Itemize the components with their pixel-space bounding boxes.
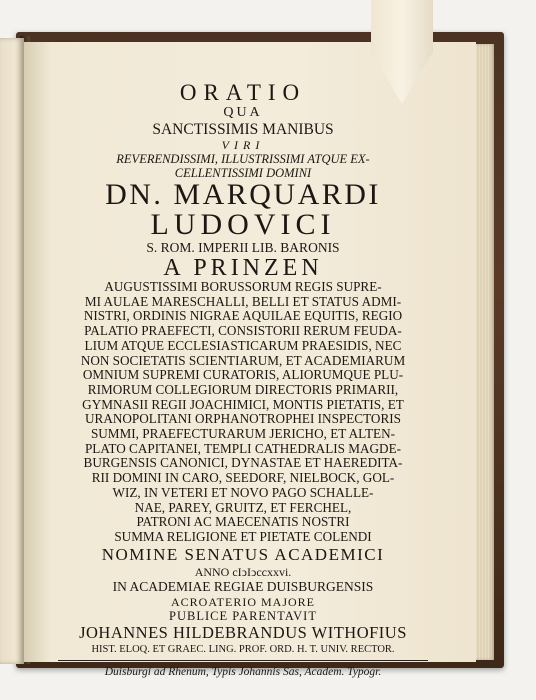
body-line: OMNIUM SUPREMI CURATORIS, ALIORUMQUE PLU- [82,367,404,383]
body-line: NON SOCIETATIS SCIENTIARUM, ET ACADEMIARUM [80,352,406,368]
body-line: AUGUSTISSIMI BORUSSORUM REGIS SUPRE- [104,279,382,294]
imprint: Duisburgi ad Rhenum, Typis Johannis Sas, Academ. Typogr. [104,665,382,678]
line-reverendissimi: REVERENDISSIMI, ILLUSTRISSIMI ATQUE EX- [116,152,370,166]
body-line: RIMORUM COLLEGIORUM DIRECTORIS PRIMARII, [87,381,399,397]
author-name: JOHANNES HILDEBRANDUS WITHOFIUS [79,622,407,642]
line-academiae: IN ACADEMIAE REGIAE DUISBURGENSIS [112,578,374,594]
author-title: HIST. ELOQ. ET GRAEC. LING. PROF. ORD. H. T. UNIV. RECTOR. [91,643,395,655]
body-line: NAE, PAREY, GRUITZ, ET FERCHEL, [134,499,352,515]
body-line: SUMMI, PRAEFECTURARUM JERICHO, ET ALTEN- [90,426,396,442]
body-line: LIUM ATQUE ECCLESIASTICARUM PRAESIDIS, NEC [84,337,402,353]
line-nomine-senatus: NOMINE SENATUS ACADEMICI [101,544,385,564]
line-acroaterio: ACROATERIO MAJORE [170,594,315,609]
body-line: RII DOMINI IN CARO, SEEDORF, NIELBOCK, GOL- [91,470,395,486]
body-line: BURGENSIS CANONICI, DYNASTAE ET HAEREDITA- [83,455,403,471]
title-oratio: ORATIO [179,80,307,105]
facing-page [0,38,24,664]
body-line: GYMNASII REGII JOACHIMICI, MONTIS PIETATIS, ET [82,396,404,412]
line-cellentissimi: CELLENTISSIMI DOMINI [174,166,312,180]
line-prinzen: A PRINZEN [163,255,323,281]
body-line: SUMMA RELIGIONE ET PIETATE COLENDI [114,528,372,544]
body-line: NISTRI, ORDINIS NIGRAE AQUILAE EQUITIS, REGIO [83,308,403,324]
body-line: URANOPOLITANI ORPHANOTROPHEI INSPECTORIS [85,411,401,427]
body-line: PALATIO PRAEFECTI, CONSISTORII RERUM FEUDA- [84,323,402,339]
title-page-text [48,80,438,679]
line-viri: VIRI [221,138,265,152]
line-marquardi: DN. MARQUARDI [105,178,381,211]
line-ludovici: LUDOVICI [150,208,336,241]
body-line: WIZ, IN VETERI ET NOVO PAGO SCHALLE- [112,484,374,500]
body-line: PLATO CAPITANEI, TEMPLI CATHEDRALIS MAGDE- [84,440,402,456]
imprint-rule [58,660,428,661]
line-qua: QUA [223,105,263,120]
line-publice: PUBLICE PARENTAVIT [169,608,317,623]
line-sanctissimis: SANCTISSIMIS MANIBUS [152,121,334,138]
body-line: PATRONI AC MAECENATIS NOSTRI [136,514,350,530]
line-anno: ANNO cIↄIↄccxxvi. [194,564,292,579]
body-line: MI AULAE MARESCHALLI, BELLI ET STATUS ADMI- [84,293,402,309]
line-baronis: S. ROM. IMPERII LIB. BARONIS [146,240,340,255]
